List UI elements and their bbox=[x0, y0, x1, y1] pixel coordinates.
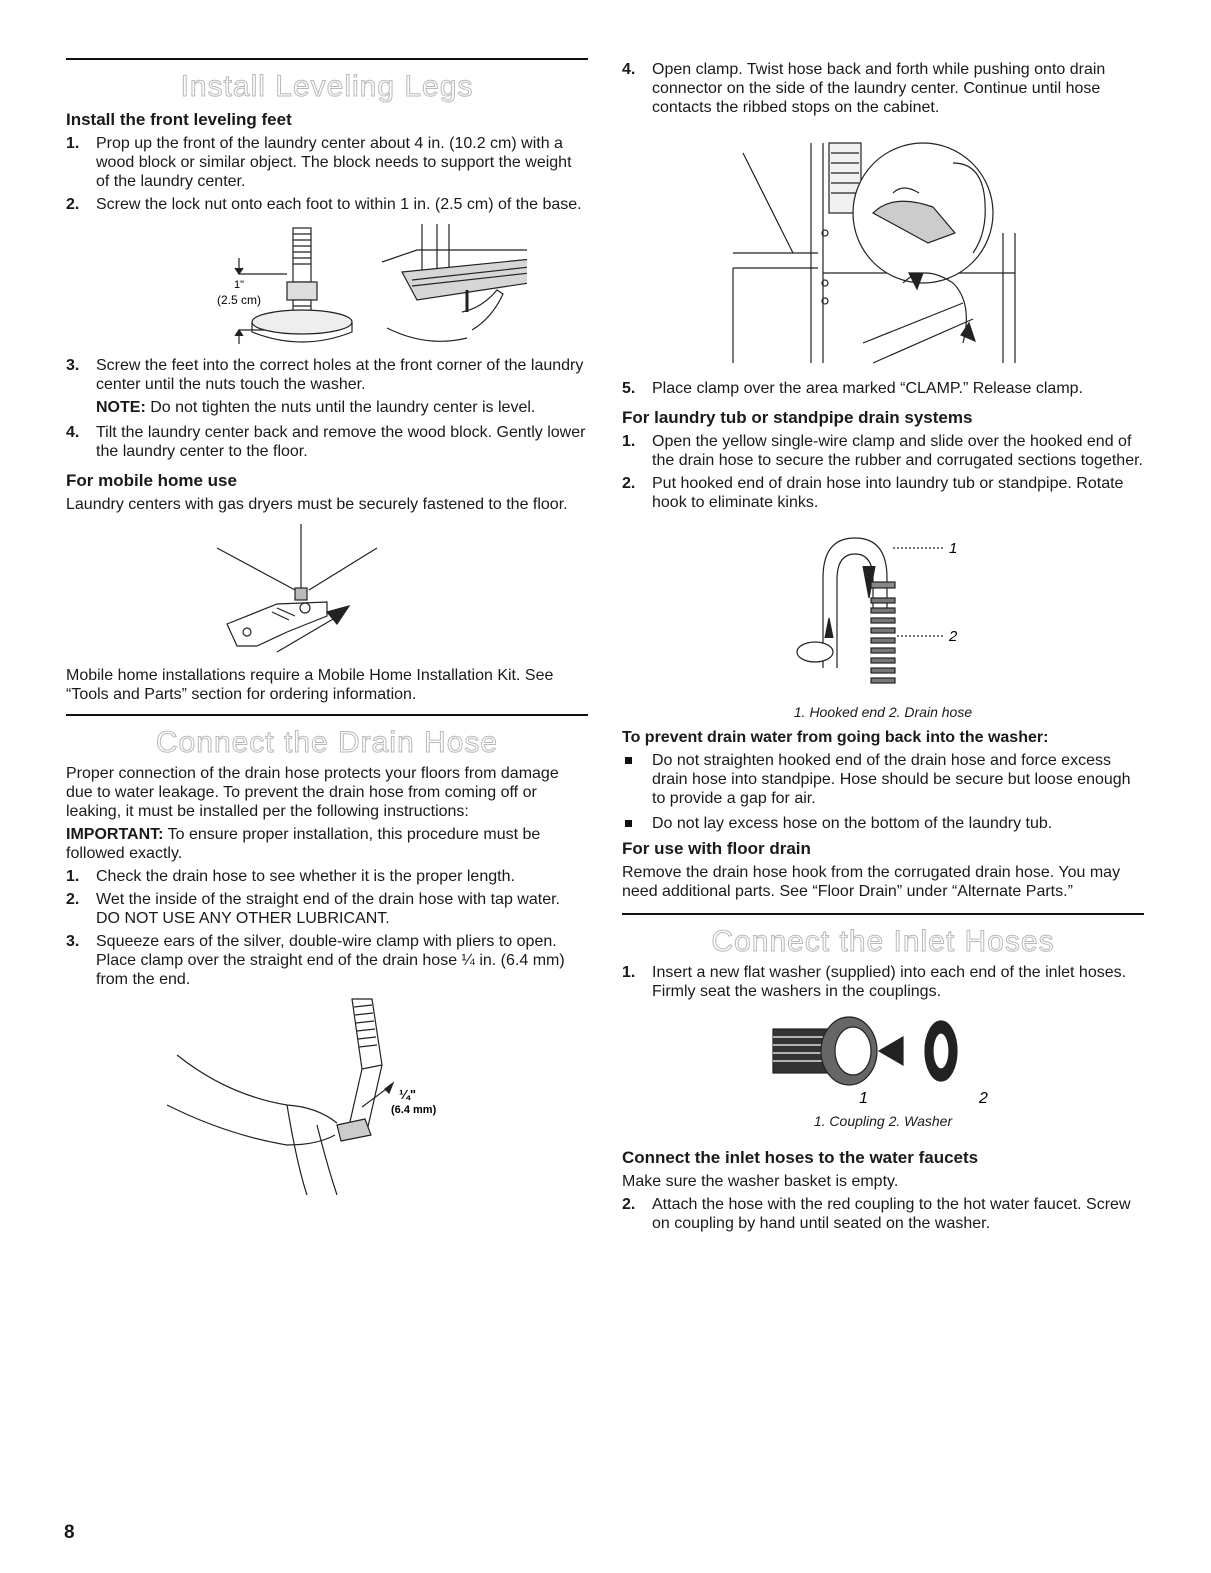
floor-drain-text: Remove the drain hose hook from the corrugated drain hose. You may need additional parts. See “Floor Drain” under “Alternate Parts.” bbox=[622, 864, 1121, 900]
list-item: 1. Check the drain hose to see whether it is the proper length. bbox=[66, 868, 515, 885]
dim-label-in: 1" bbox=[233, 279, 245, 291]
heading-faucets: Connect the inlet hoses to the water faucets bbox=[622, 1148, 979, 1167]
list-item: 3. Squeeze ears of the silver, double-wire clamp with pliers to open. Place clamp over the straight end of the drain hose ¼ in. (6.4 mm) from the end. bbox=[66, 933, 565, 988]
list-item: 1. Prop up the front of the laundry center about 4 in. (10.2 cm) with a wood block or similar object. The block needs to support the weight of the laundry center. bbox=[66, 135, 572, 190]
important-note: IMPORTANT: To ensure proper installation, this procedure must be followed exactly. bbox=[66, 826, 541, 862]
drain-connector-illustration bbox=[723, 123, 1043, 373]
clamp-pliers-illustration bbox=[167, 995, 487, 1195]
dim-label-in: ¼" bbox=[399, 1087, 417, 1102]
inlet-steps bbox=[622, 963, 1144, 1001]
section-title-drain: Connect the Drain Hose bbox=[155, 726, 499, 759]
section-title-inlet: Connect the Inlet Hoses bbox=[711, 925, 1055, 958]
right-column bbox=[622, 60, 1144, 1237]
faucet-text: Make sure the washer basket is empty. bbox=[622, 1173, 899, 1190]
list-item: 2. Screw the lock nut onto each foot to within 1 in. (2.5 cm) of the base. bbox=[66, 196, 582, 213]
heading-prevent-backflow: To prevent drain water from going back into the washer: bbox=[622, 729, 1049, 746]
mobile-home-bracket-illustration bbox=[177, 520, 477, 660]
callout-1: 1 bbox=[949, 540, 958, 557]
callout-1: 1 bbox=[859, 1090, 868, 1107]
hooked-drain-hose-illustration bbox=[763, 518, 1003, 698]
list-item: 4. Tilt the laundry center back and remove the wood block. Gently lower the laundry center to the floor. bbox=[66, 424, 586, 460]
leveling-steps-a bbox=[66, 134, 588, 214]
leveling-steps-b bbox=[66, 356, 588, 394]
tub-steps bbox=[622, 432, 1144, 512]
list-item: Do not straighten hooked end of the drain hose and force excess drain hose into standpipe. Hose should be secure but loose enough to provide a gap for air. bbox=[622, 751, 1144, 808]
list-item: 2. Attach the hose with the red coupling to the hot water faucet. Screw on coupling by hand until seated on the washer. bbox=[622, 1196, 1131, 1232]
list-item: 2. Put hooked end of drain hose into laundry tub or standpipe. Rotate hook to eliminate kinks. bbox=[622, 475, 1124, 511]
drain-intro: Proper connection of the drain hose protects your floors from damage due to water leakage. To prevent the drain hose from coming off or leaking, it must be installed per the following instructions: bbox=[66, 765, 559, 820]
page-number: 8 bbox=[64, 1522, 75, 1543]
drain-steps bbox=[66, 867, 588, 989]
list-item: 5. Place clamp over the area marked “CLAMP.” Release clamp. bbox=[622, 380, 1083, 397]
section-title-leveling: Install Leveling Legs bbox=[180, 70, 474, 103]
callout-2: 2 bbox=[949, 628, 958, 645]
figure-caption: 1. Hooked end 2. Drain hose bbox=[793, 704, 973, 720]
list-item: 2. Wet the inside of the straight end of the drain hose with tap water. DO NOT USE ANY OTHER LUBRICANT. bbox=[66, 891, 560, 927]
list-item: 1. Open the yellow single-wire clamp and slide over the hooked end of the drain hose to secure the rubber and corrugated sections together. bbox=[622, 433, 1143, 469]
leveling-steps-c bbox=[66, 423, 588, 461]
list-item: 3. Screw the feet into the correct holes at the front corner of the laundry center until the nuts touch the washer. bbox=[66, 357, 584, 393]
heading-front-leveling-feet: Install the front leveling feet bbox=[66, 110, 292, 129]
list-item: 4. Open clamp. Twist hose back and forth while pushing onto drain connector on the side of the laundry center. Continue until hose contacts the ribbed stops on the cabinet. bbox=[622, 61, 1106, 116]
drain-steps-continued-b bbox=[622, 379, 1144, 398]
note: NOTE: Do not tighten the nuts until the laundry center is level. bbox=[96, 399, 536, 416]
faucet-steps bbox=[622, 1195, 1144, 1233]
dim-label-mm: (6.4 mm) bbox=[391, 1104, 437, 1116]
section-rule bbox=[66, 58, 588, 60]
mobile-text: Laundry centers with gas dryers must be securely fastened to the floor. bbox=[66, 496, 568, 513]
section-rule bbox=[622, 913, 1144, 915]
heading-mobile-home: For mobile home use bbox=[66, 471, 237, 490]
dim-label-cm: (2.5 cm) bbox=[216, 293, 262, 307]
leveling-foot-illustration bbox=[127, 220, 527, 350]
callout-2: 2 bbox=[979, 1090, 988, 1107]
section-rule bbox=[66, 714, 588, 716]
heading-floor-drain: For use with floor drain bbox=[622, 839, 811, 858]
list-item: Do not lay excess hose on the bottom of the laundry tub. bbox=[622, 814, 1144, 833]
drain-steps-continued bbox=[622, 60, 1144, 117]
coupling-washer-illustration bbox=[753, 1007, 1013, 1107]
left-column bbox=[66, 58, 588, 1201]
heading-laundry-tub: For laundry tub or standpipe drain systems bbox=[622, 408, 973, 427]
prevent-bullets bbox=[622, 751, 1144, 833]
mobile-kit-text: Mobile home installations require a Mobile Home Installation Kit. See “Tools and Parts” section for ordering information. bbox=[66, 667, 554, 703]
list-item: 1. Insert a new flat washer (supplied) into each end of the inlet hoses. Firmly seat the washers in the couplings. bbox=[622, 964, 1127, 1000]
figure-caption: 1. Coupling 2. Washer bbox=[813, 1113, 953, 1129]
